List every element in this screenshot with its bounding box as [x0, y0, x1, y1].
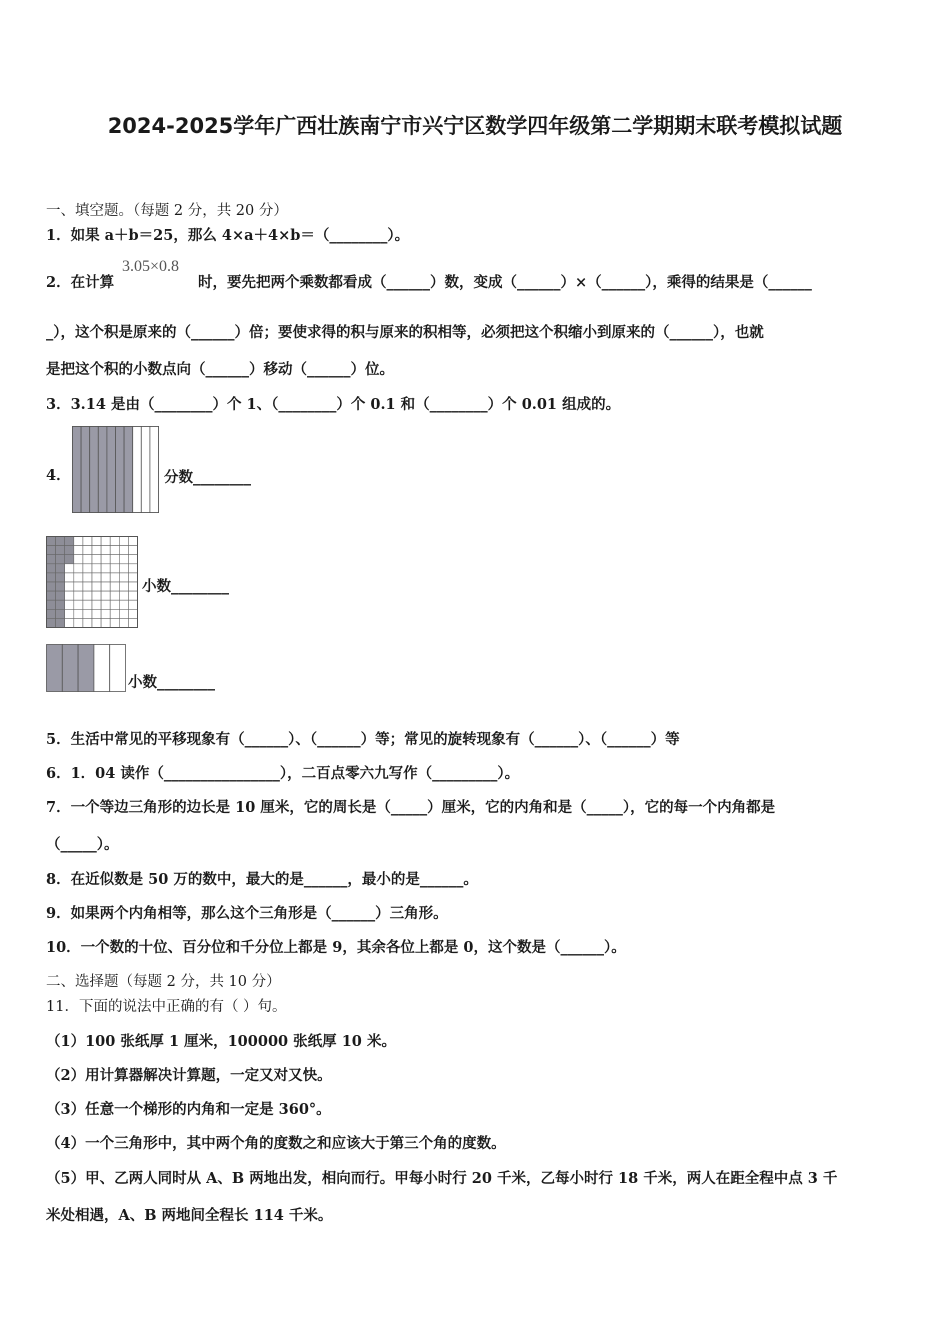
- shaded-cell: [47, 564, 56, 573]
- question-2-line-3: 是把这个积的小数点向（______）移动（______）位。: [46, 361, 394, 378]
- shaded-cell: [47, 609, 56, 618]
- shaded-cell: [56, 582, 65, 591]
- grid-cell: [110, 600, 119, 609]
- shaded-cell: [47, 537, 56, 546]
- fraction-column-figure: [72, 426, 160, 514]
- grid-cell: [74, 618, 83, 627]
- grid-cell: [65, 600, 74, 609]
- shaded-column: [124, 427, 133, 513]
- grid-cell: [92, 609, 101, 618]
- grid-cell: [101, 555, 110, 564]
- shaded-cell: [47, 555, 56, 564]
- shaded-column: [107, 427, 116, 513]
- question-2-expression: 3.05×0.8: [122, 258, 180, 275]
- grid-cell: [74, 564, 83, 573]
- grid-cell: [101, 582, 110, 591]
- grid-cell: [74, 555, 83, 564]
- grid-cell: [128, 564, 137, 573]
- decimal-column-figure: [46, 644, 126, 693]
- grid-cell: [83, 591, 92, 600]
- grid-cell: [74, 600, 83, 609]
- shaded-column: [73, 427, 82, 513]
- grid-cell: [119, 582, 128, 591]
- question-11-item-2: （2）用计算器解决计算题，一定又对又快。: [46, 1067, 332, 1084]
- shaded-cell: [47, 591, 56, 600]
- column: [110, 645, 126, 692]
- shaded-cell: [56, 591, 65, 600]
- question-4-decimal-label-2: 小数________: [128, 674, 215, 691]
- question-3: 3．3.14 是由（________）个 1、（________）个 0.1 和（________）个 0.01 组成的。: [46, 396, 621, 413]
- grid-cell: [65, 591, 74, 600]
- grid-cell: [83, 555, 92, 564]
- grid-cell: [74, 582, 83, 591]
- page-title: 2024-2025学年广西壮族南宁市兴宁区数学四年级第二学期期末联考模拟试题: [107, 114, 843, 138]
- grid-cell: [92, 564, 101, 573]
- grid-cell: [110, 618, 119, 627]
- shaded-column: [62, 645, 78, 692]
- question-2-prefix: 2．在计算: [46, 274, 115, 291]
- grid-cell: [74, 537, 83, 546]
- grid-cell: [92, 618, 101, 627]
- question-7-line-2: （_____）。: [46, 836, 119, 853]
- grid-cell: [83, 537, 92, 546]
- grid-cell: [65, 564, 74, 573]
- grid-cell: [110, 564, 119, 573]
- question-5: 5．生活中常见的平移现象有（______）、（______）等；常见的旋转现象有（______）、（______）等: [46, 731, 680, 748]
- grid-cell: [74, 573, 83, 582]
- section-2-heading: 二、选择题（每题 2 分，共 10 分）: [46, 974, 281, 990]
- grid-cell: [110, 537, 119, 546]
- grid-cell: [83, 600, 92, 609]
- grid-cell: [83, 564, 92, 573]
- shaded-cell: [65, 555, 74, 564]
- grid-cell: [83, 573, 92, 582]
- column: [150, 427, 159, 513]
- grid-cell: [128, 573, 137, 582]
- shaded-cell: [47, 600, 56, 609]
- grid-cell: [83, 582, 92, 591]
- column: [94, 645, 110, 692]
- column: [141, 427, 150, 513]
- grid-cell: [101, 609, 110, 618]
- question-8: 8．在近似数是 50 万的数中，最大的是______，最小的是______。: [46, 871, 478, 888]
- grid-cell: [83, 546, 92, 555]
- question-10: 10．一个数的十位、百分位和千分位上都是 9，其余各位上都是 0，这个数是（______）。: [46, 939, 626, 956]
- column: [133, 427, 142, 513]
- shaded-cell: [47, 573, 56, 582]
- question-4-decimal-label-1: 小数________: [142, 578, 229, 595]
- grid-cell: [92, 600, 101, 609]
- shaded-cell: [56, 564, 65, 573]
- question-11-item-1: （1）100 张纸厚 1 厘米，100000 张纸厚 10 米。: [46, 1033, 396, 1050]
- grid-cell: [119, 600, 128, 609]
- shaded-column: [90, 427, 99, 513]
- grid-cell: [65, 609, 74, 618]
- grid-cell: [119, 618, 128, 627]
- question-4-number: 4．: [46, 467, 71, 484]
- shaded-cell: [65, 546, 74, 555]
- grid-cell: [92, 537, 101, 546]
- grid-cell: [101, 618, 110, 627]
- grid-cell: [110, 573, 119, 582]
- grid-cell: [92, 573, 101, 582]
- grid-cell: [92, 546, 101, 555]
- grid-cell: [110, 609, 119, 618]
- shaded-cell: [47, 546, 56, 555]
- grid-cell: [119, 564, 128, 573]
- grid-cell: [110, 591, 119, 600]
- question-4-fraction-label: 分数________: [164, 469, 251, 486]
- grid-cell: [92, 582, 101, 591]
- grid-cell: [128, 555, 137, 564]
- grid-cell: [128, 600, 137, 609]
- section-1-heading: 一、填空题。（每题 2 分，共 20 分）: [46, 203, 288, 219]
- grid-cell: [119, 609, 128, 618]
- shaded-cell: [65, 537, 74, 546]
- grid-cell: [101, 564, 110, 573]
- grid-cell: [92, 555, 101, 564]
- grid-cell: [119, 546, 128, 555]
- question-11-item-3: （3）任意一个梯形的内角和一定是 360°。: [46, 1101, 331, 1118]
- question-11-item-4: （4）一个三角形中，其中两个角的度数之和应该大于第三个角的度数。: [46, 1135, 506, 1152]
- grid-cell: [83, 618, 92, 627]
- shaded-cell: [47, 618, 56, 627]
- shaded-column: [98, 427, 107, 513]
- question-2-line-2: _），这个积是原来的（______）倍；要使求得的积与原来的积相等，必须把这个积缩小到原来的（______），也就: [46, 324, 764, 341]
- shaded-column: [81, 427, 90, 513]
- question-11-stem: 11．下面的说法中正确的有（ ）句。: [46, 999, 287, 1015]
- shaded-column: [78, 645, 94, 692]
- question-2-line-1: 时，要先把两个乘数都看成（______）数，变成（______）×（______），乘得的结果是（______: [198, 274, 812, 291]
- grid-cell: [119, 555, 128, 564]
- grid-cell: [128, 609, 137, 618]
- grid-cell: [110, 582, 119, 591]
- shaded-cell: [56, 555, 65, 564]
- shaded-cell: [56, 600, 65, 609]
- question-9: 9．如果两个内角相等，那么这个三角形是（______）三角形。: [46, 905, 448, 922]
- grid-cell: [101, 600, 110, 609]
- grid-cell: [110, 555, 119, 564]
- grid-cell: [65, 582, 74, 591]
- grid-cell: [110, 546, 119, 555]
- grid-cell: [119, 591, 128, 600]
- grid-cell: [128, 591, 137, 600]
- decimal-grid-figure: [46, 536, 139, 629]
- grid-cell: [128, 582, 137, 591]
- shaded-cell: [56, 609, 65, 618]
- grid-cell: [101, 591, 110, 600]
- question-6: 6．1．04 读作（________________），二百点零六九写作（_________）。: [46, 765, 520, 782]
- grid-cell: [101, 546, 110, 555]
- shaded-cell: [56, 573, 65, 582]
- shaded-cell: [47, 582, 56, 591]
- grid-cell: [92, 591, 101, 600]
- shaded-column: [47, 645, 63, 692]
- grid-cell: [128, 618, 137, 627]
- question-7-line-1: 7．一个等边三角形的边长是 10 厘米，它的周长是（_____）厘米，它的内角和是（_____），它的每一个内角都是: [46, 799, 776, 816]
- grid-cell: [74, 546, 83, 555]
- grid-cell: [119, 537, 128, 546]
- question-11-item-5-cont: 米处相遇，A、B 两地间全程长 114 千米。: [46, 1207, 333, 1224]
- grid-cell: [74, 609, 83, 618]
- shaded-cell: [56, 537, 65, 546]
- grid-cell: [65, 618, 74, 627]
- grid-cell: [74, 591, 83, 600]
- grid-cell: [101, 573, 110, 582]
- shaded-column: [116, 427, 125, 513]
- shaded-cell: [56, 618, 65, 627]
- grid-cell: [65, 573, 74, 582]
- shaded-cell: [56, 546, 65, 555]
- question-1: 1．如果 a＋b＝25，那么 4×a＋4×b＝（________）。: [46, 227, 410, 244]
- grid-cell: [128, 546, 137, 555]
- question-11-item-5: （5）甲、乙两人同时从 A、B 两地出发，相向而行。甲每小时行 20 千米，乙每小时行 18 千米，两人在距全程中点 3 千: [46, 1170, 838, 1187]
- grid-cell: [101, 537, 110, 546]
- grid-cell: [83, 609, 92, 618]
- grid-cell: [128, 537, 137, 546]
- grid-cell: [119, 573, 128, 582]
